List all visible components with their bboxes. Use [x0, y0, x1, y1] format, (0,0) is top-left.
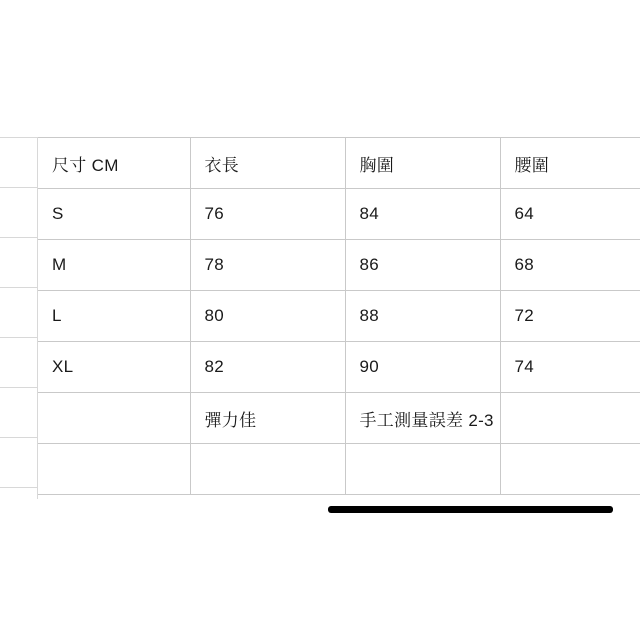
- cell-length: 76: [190, 189, 345, 240]
- empty-cell: [345, 444, 500, 495]
- note-cell-empty-2: [500, 393, 640, 444]
- gutter-divider: [0, 487, 38, 488]
- cell-bust: 84: [345, 189, 500, 240]
- size-table: [38, 137, 640, 495]
- cell-waist: 72: [500, 291, 640, 342]
- cell-waist: 68: [500, 240, 640, 291]
- empty-cell: [190, 444, 345, 495]
- table-note-row: [38, 393, 640, 444]
- cell-size: S: [38, 189, 190, 240]
- table-header-row: [38, 138, 640, 189]
- horizontal-scrollbar[interactable]: [328, 506, 613, 513]
- cell-size: L: [38, 291, 190, 342]
- gutter-divider: [0, 237, 38, 238]
- cell-bust: 90: [345, 342, 500, 393]
- empty-cell: [500, 444, 640, 495]
- table-empty-row: [38, 444, 640, 495]
- size-chart-region: [0, 137, 640, 499]
- gutter-divider: [0, 437, 38, 438]
- cell-length: 80: [190, 291, 345, 342]
- table-row: [38, 342, 640, 393]
- table-row: [38, 240, 640, 291]
- cell-size: XL: [38, 342, 190, 393]
- left-gutter-column: [0, 137, 38, 499]
- table-row: [38, 189, 640, 240]
- note-cell-stretch: 彈力佳: [190, 393, 345, 444]
- cell-bust: 86: [345, 240, 500, 291]
- gutter-divider: [0, 287, 38, 288]
- note-cell-empty: [38, 393, 190, 444]
- header-cell-size: 尺寸 CM: [38, 138, 190, 189]
- cell-waist: 64: [500, 189, 640, 240]
- gutter-divider: [0, 137, 38, 138]
- cell-length: 78: [190, 240, 345, 291]
- header-cell-waist: 腰圍: [500, 138, 640, 189]
- header-cell-length: 衣長: [190, 138, 345, 189]
- gutter-divider: [0, 387, 38, 388]
- empty-cell: [38, 444, 190, 495]
- note-cell-tolerance: 手工測量誤差 2-3: [345, 393, 500, 444]
- cell-length: 82: [190, 342, 345, 393]
- header-cell-bust: 胸圍: [345, 138, 500, 189]
- cell-size: M: [38, 240, 190, 291]
- cell-bust: 88: [345, 291, 500, 342]
- gutter-divider: [0, 337, 38, 338]
- table-row: [38, 291, 640, 342]
- gutter-divider: [0, 187, 38, 188]
- cell-waist: 74: [500, 342, 640, 393]
